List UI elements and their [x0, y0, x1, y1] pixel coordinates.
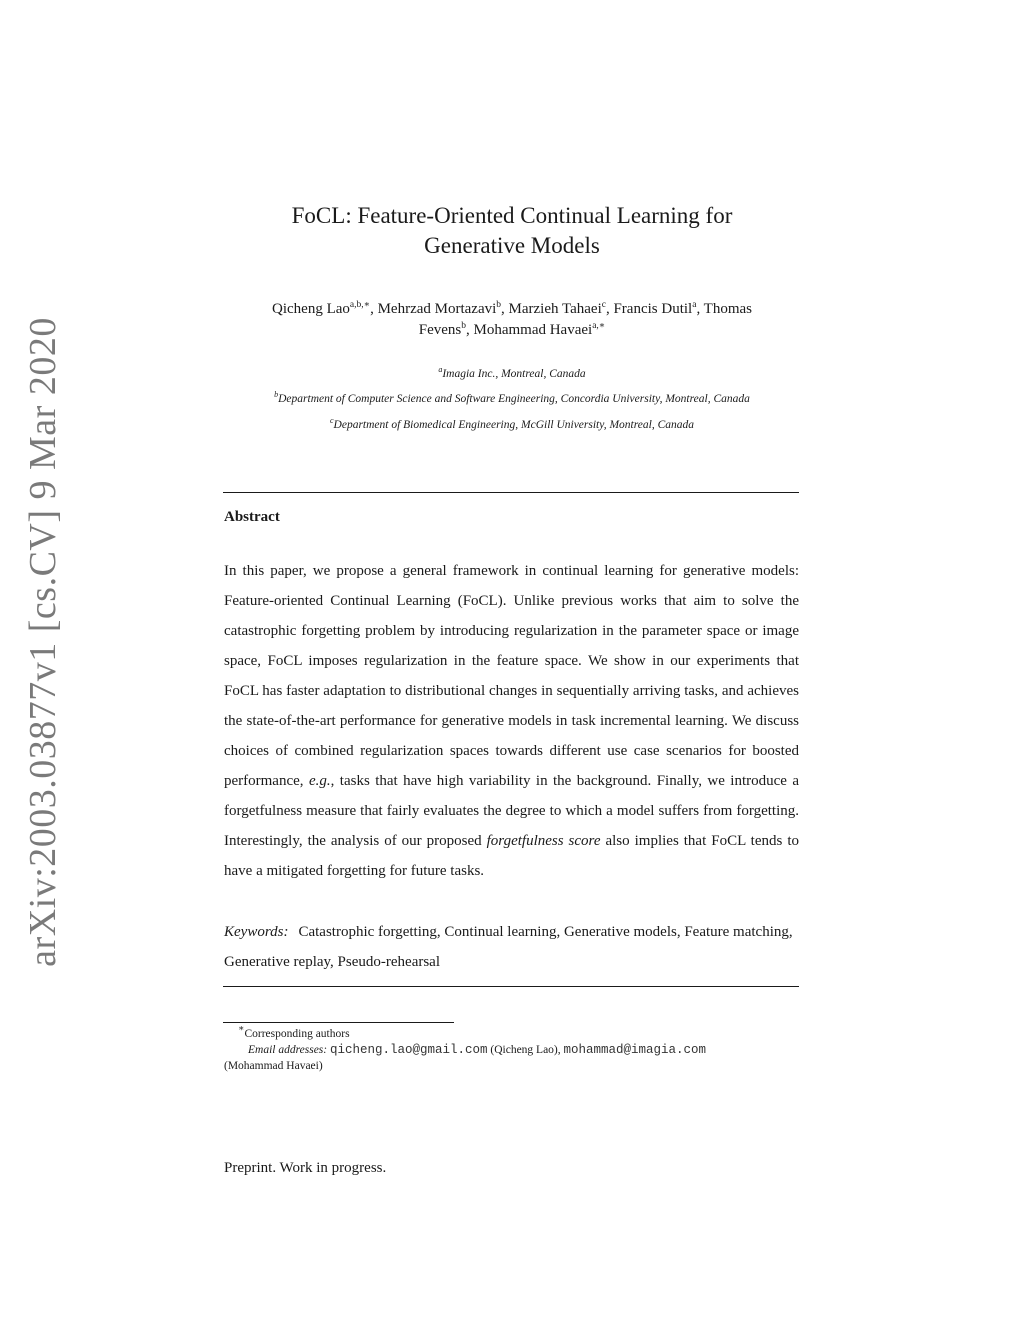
author-list — [0, 299, 1024, 341]
email-label: Email addresses: — [248, 1044, 328, 1056]
author-affil-mark: a,b,∗ — [349, 300, 371, 310]
abstract-text-part: also implies that FoCL tends to have a mitigated forgetting for future tasks. — [224, 833, 799, 879]
author-affil-mark: b — [461, 321, 466, 331]
footnote-mark: ∗ — [238, 1024, 245, 1034]
author-affil-mark: b — [496, 300, 502, 310]
email-link[interactable]: mohammad@imagia.com — [563, 1043, 707, 1057]
affiliation-mark: c — [329, 416, 334, 425]
affiliation-a — [0, 366, 1024, 382]
author-line-2: Fevens$^b$, Mohammad Havaei$^{a,∗}$ — [418, 321, 606, 338]
paper-title — [0, 201, 1024, 261]
author-name: Qicheng Lao — [272, 301, 350, 317]
footnote-text: Corresponding authors — [244, 1028, 350, 1040]
abstract-heading: Abstract — [224, 509, 280, 525]
affiliation-b — [0, 391, 1024, 407]
affiliation-mark: b — [274, 390, 279, 399]
keywords-text: Catastrophic forgetting, Continual learning, Generative models, Feature matching, Generative replay, Pseudo-rehearsal — [224, 924, 793, 970]
abstract-text-part: , tasks that have high variability in the background. Finally, we introduce a forgetfulness measure that fairly evaluates the degree to which a model suffers from forgetting. Interestingly, the analysis of our proposed — [224, 773, 799, 849]
affiliation-mark: a — [438, 365, 443, 374]
author-name: Fevens — [418, 322, 462, 338]
affiliation-text: Department of Computer Science and Software Engineering, Concordia University, Montreal, Canada — [278, 393, 750, 405]
author-affil-mark: c — [601, 300, 606, 310]
affiliation-text: Department of Biomedical Engineering, McGill University, Montreal, Canada — [333, 419, 695, 431]
author-line-1: Qicheng Lao$^{a,b,∗}$, Mehrzad Mortazavi$^b$, Marzieh Tahaei$^c$, Francis Dutil$^a$, Thomas — [272, 300, 752, 317]
author-name: Marzieh Tahaei — [508, 301, 602, 317]
keywords-label: Keywords: — [224, 924, 289, 940]
abstract-text-part: In this paper, we propose a general framework in continual learning for generative models: Feature-oriented Continual Learning (FoCL). Unlike previous works that aim to solve the catastrophic forgetting problem by introducing regularization in the parameter space or image space, FoCL imposes regularization in the feature space. We show in our experiments that FoCL has faster adaptation to distributional changes in sequentially arriving tasks, and achieves the state-of-the-art performance for generative models in task incremental learning. We discuss choices of combined regularization spaces towards different use case scenarios for boosted performance, — [224, 563, 799, 789]
abstract-text — [224, 556, 799, 886]
arxiv-identifier: arXiv:2003.03877v1 [cs.CV] 9 Mar 2020 — [22, 317, 64, 967]
abstract-top-rule — [223, 492, 799, 493]
author-name: Francis Dutil — [613, 301, 693, 317]
abstract-emphasis: e.g. — [308, 773, 331, 789]
footnote-email-owner-2: (Mohammad Havaei) — [224, 1060, 323, 1072]
footnote-corresponding — [224, 1026, 804, 1042]
author-name: Mehrzad Mortazavi — [377, 301, 497, 317]
footnote-rule — [223, 1022, 454, 1023]
title-line-2: Generative Models — [424, 233, 600, 258]
keywords — [224, 917, 799, 977]
author-affil-mark: a,∗ — [592, 321, 606, 331]
title-line-1: FoCL: Feature-Oriented Continual Learning for — [291, 203, 733, 228]
affiliation-c — [0, 417, 1024, 433]
email-link[interactable]: qicheng.lao@gmail.com — [329, 1043, 488, 1057]
abstract-emphasis: forgetfulness score — [486, 833, 601, 849]
preprint-note: Preprint. Work in progress. — [224, 1160, 387, 1176]
author-name: Thomas — [703, 301, 752, 317]
footnote — [224, 1026, 804, 1074]
email-owner: (Qicheng Lao), — [490, 1044, 561, 1056]
affiliation-text: Imagia Inc., Montreal, Canada — [442, 368, 586, 380]
author-affil-mark: a — [692, 300, 697, 310]
footnote-emails — [224, 1042, 804, 1058]
author-name: Mohammad Havaei — [473, 322, 593, 338]
abstract-bottom-rule — [223, 986, 799, 987]
